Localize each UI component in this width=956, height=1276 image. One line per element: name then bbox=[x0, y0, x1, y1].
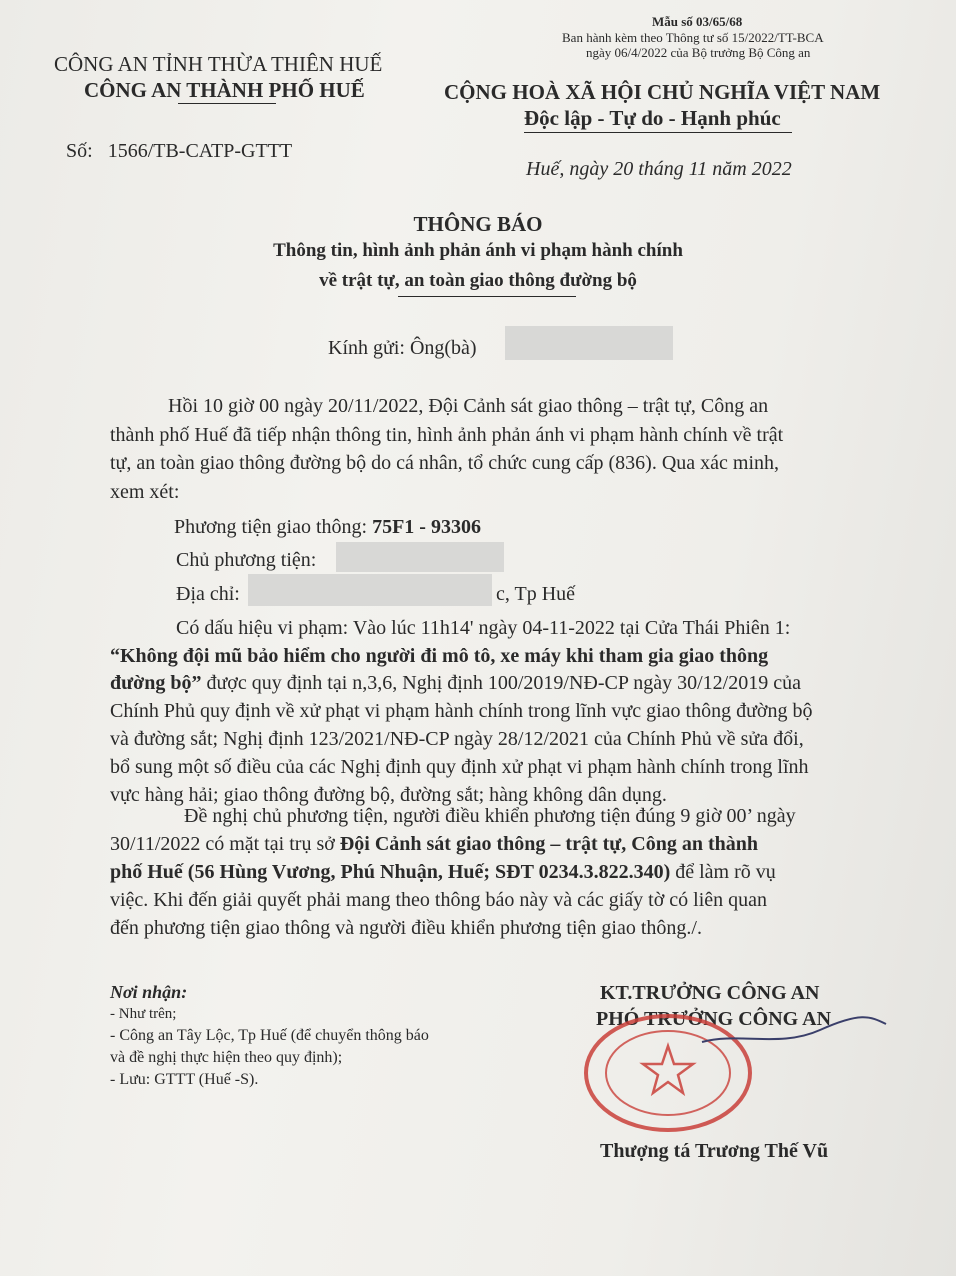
issued-with-line: Ban hành kèm theo Thông tư số 15/2022/TT-BCA bbox=[562, 30, 824, 45]
notice-subtitle-line2: về trật tự, an toàn giao thông đường bộ bbox=[319, 270, 637, 291]
title-underline bbox=[398, 296, 576, 297]
signature-scribble bbox=[700, 1030, 890, 1036]
recipient-label: Kính gửi: Ông(bà) bbox=[328, 337, 477, 359]
recipients-item-3: - Lưu: GTTT (Huế -S). bbox=[110, 1071, 259, 1088]
vehicle-plate: 75F1 - 93306 bbox=[372, 516, 481, 538]
agency-city: CÔNG AN THÀNH PHỐ HUẾ bbox=[84, 78, 365, 102]
redacted-owner bbox=[336, 542, 504, 572]
place-date: Huế, ngày 20 tháng 11 năm 2022 bbox=[526, 158, 792, 180]
violation-line2: “Không đội mũ bảo hiểm cho người đi mô tô, xe máy khi tham gia giao thông bbox=[110, 645, 769, 667]
notice-subtitle-line1: Thông tin, hình ảnh phản ánh vi phạm hành chính bbox=[273, 240, 683, 261]
violation-line4: Chính Phủ quy định về xử phạt vi phạm hành chính trong lĩnh vực giao thông đường bộ bbox=[110, 700, 813, 722]
recipients-item-1: - Như trên; bbox=[110, 1006, 177, 1022]
recipients-item-2-cont: và đề nghị thực hiện theo quy định); bbox=[110, 1049, 343, 1066]
owner-label: Chủ phương tiện: bbox=[176, 549, 317, 571]
para1-line1: Hồi 10 giờ 00 ngày 20/11/2022, Đội Cảnh sát giao thông – trật tự, Công an bbox=[168, 395, 769, 417]
violation-line3: đường bộ” được quy định tại n,3,6, Nghị định 100/2019/NĐ-CP ngày 30/12/2019 của bbox=[110, 672, 801, 694]
request-line4: việc. Khi đến giải quyết phải mang theo thông báo này và các giấy tờ có liên quan bbox=[110, 889, 768, 911]
para1-line3: tự, an toàn giao thông đường bộ do cá nhân, tổ chức cung cấp (836). Qua xác minh, bbox=[110, 452, 780, 474]
request-line5: đến phương tiện giao thông và người điều khiển phương tiện giao thông./. bbox=[110, 917, 702, 939]
signer-name: Thượng tá Trương Thế Vũ bbox=[600, 1140, 829, 1162]
para1-line4: xem xét: bbox=[110, 481, 180, 503]
issued-date-line: ngày 06/4/2022 của Bộ trưởng Bộ Công an bbox=[586, 45, 811, 60]
recipients-item-2: - Công an Tây Lộc, Tp Huế (để chuyển thông báo bbox=[110, 1027, 429, 1044]
motto-underline bbox=[524, 132, 792, 133]
request-line2: 30/11/2022 có mặt tại trụ sở Đội Cảnh sát giao thông – trật tự, Công an thành bbox=[110, 833, 758, 855]
violation-line6: bổ sung một số điều của các Nghị định quy định xử phạt vi phạm hành chính trong lĩnh bbox=[110, 756, 809, 778]
request-line3: phố Huế (56 Hùng Vương, Phú Nhuận, Huế; SĐT 0234.3.822.340) để làm rõ vụ bbox=[110, 861, 776, 883]
national-motto: Độc lập - Tự do - Hạnh phúc bbox=[524, 106, 781, 130]
redacted-address bbox=[248, 574, 492, 606]
request-line1: Đề nghị chủ phương tiện, người điều khiển phương tiện đúng 9 giờ 00’ ngày bbox=[184, 805, 796, 827]
violation-line7: vực hàng hải; giao thông đường bộ, đường sắt; hàng không dân dụng. bbox=[110, 784, 667, 806]
recipients-heading: Nơi nhận: bbox=[110, 982, 188, 1002]
address-tail: c, Tp Huế bbox=[496, 583, 576, 605]
para1-line2: thành phố Huế đã tiếp nhận thông tin, hình ảnh phản ánh vi phạm hành chính về trật bbox=[110, 424, 784, 446]
signature-title-2: PHÓ TRƯỞNG CÔNG AN bbox=[596, 1008, 832, 1030]
signature-title-1: KT.TRƯỞNG CÔNG AN bbox=[600, 982, 820, 1004]
violation-line1: Có dấu hiệu vi phạm: Vào lúc 11h14' ngày 04-11-2022 tại Cửa Thái Phiên 1: bbox=[176, 617, 791, 639]
redacted-recipient bbox=[505, 326, 673, 360]
vehicle-row: Phương tiện giao thông: 75F1 - 93306 bbox=[174, 516, 481, 538]
document-number: Số: 1566/TB-CATP-GTTT bbox=[66, 140, 293, 162]
notice-title: THÔNG BÁO bbox=[413, 212, 543, 236]
violation-line5: và đường sắt; Nghị định 123/2021/NĐ-CP ngày 28/12/2021 của Chính Phủ về sửa đổi, bbox=[110, 728, 804, 750]
agency-underline bbox=[178, 103, 276, 104]
agency-province: CÔNG AN TỈNH THỪA THIÊN HUẾ bbox=[54, 52, 383, 76]
national-name: CỘNG HOÀ XÃ HỘI CHỦ NGHĨA VIỆT NAM bbox=[444, 80, 881, 104]
address-label: Địa chỉ: bbox=[176, 583, 240, 605]
form-number: Mẫu số 03/65/68 bbox=[652, 14, 743, 29]
